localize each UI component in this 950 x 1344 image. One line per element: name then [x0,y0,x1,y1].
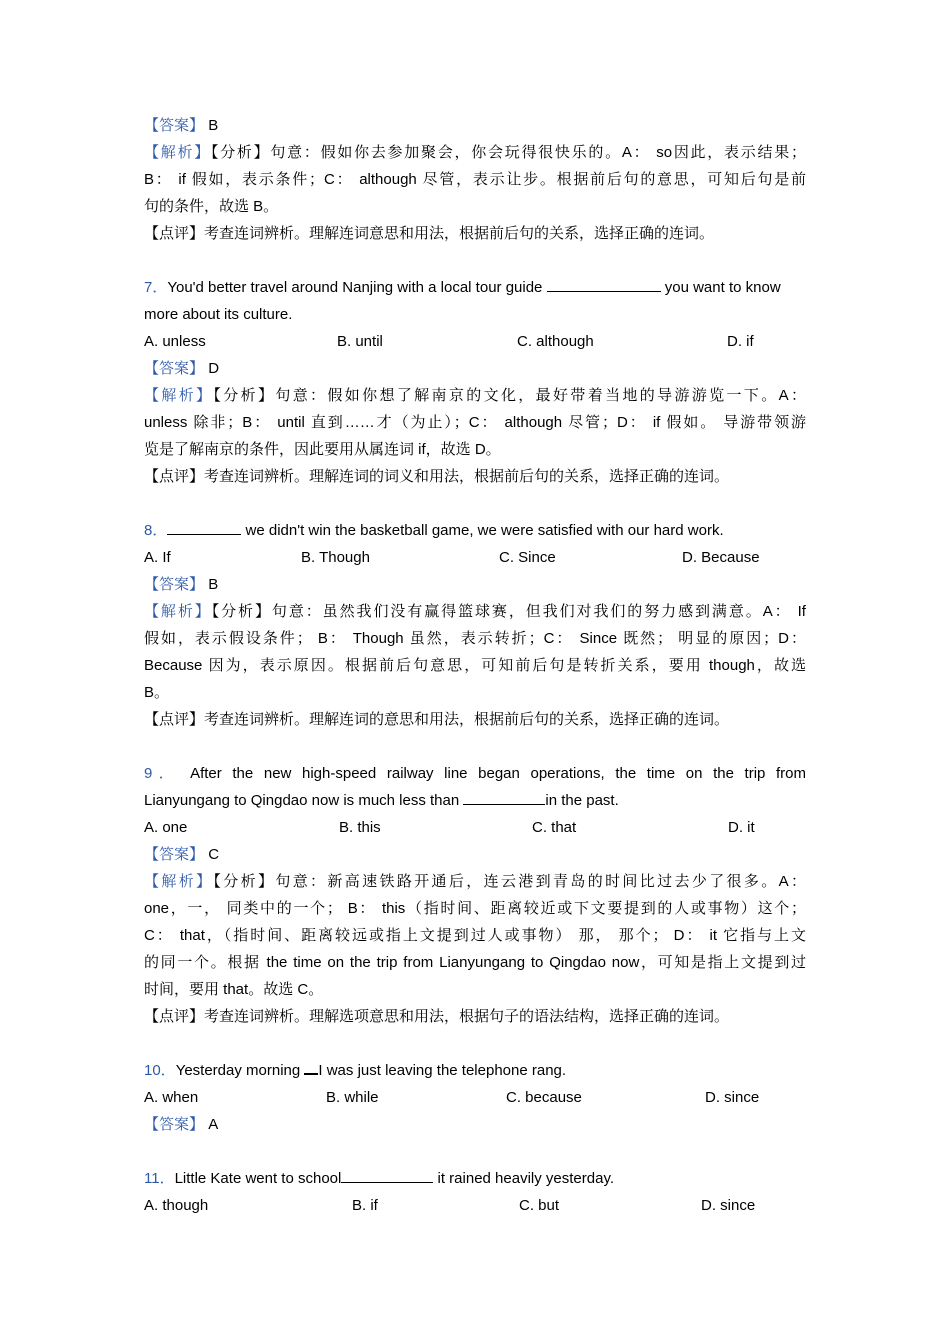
q7-stem-part3: more about its culture. [144,306,293,323]
q9-number: 9． [144,765,181,782]
dianping-tag: 【点评】 [144,1008,205,1025]
q7-blank [547,277,661,292]
q8-analysis-4: B。 [144,684,170,701]
q8-stem-line [144,517,806,544]
q8-analysis-line [144,625,806,652]
q7-comment: 考查连词辨析。理解连词的词义和用法，根据前后句的关系，选择正确的连词。 [204,468,730,485]
q9-stem-part3: in the past. [545,792,619,809]
jiexi-tag: 【解析】 [144,873,214,890]
q8-analysis-line [144,652,806,679]
q6-analysis-line [144,166,806,193]
q8-options [144,544,806,571]
q9-stem-line [144,787,806,814]
q6-answer: B [208,117,219,134]
q9-option-b: B. this [339,819,381,836]
q8-option-d: D. Because [682,549,760,566]
dianping-tag: 【点评】 [144,468,205,485]
q11-option-c: C. but [519,1197,560,1214]
q7-analysis-line [144,409,806,436]
q11-option-b: B. if [352,1197,378,1214]
fenxi-tag: 【分析】 [213,873,276,890]
q6-analysis-3: 句的条件，故选 B。 [144,198,279,215]
q8-analysis-line [144,679,806,706]
q9-analysis-3: C： that，（指时间、距离较远或指上文提到过人或事物） 那， 那个； D： it 它指与上文 [144,927,806,944]
jiexi-tag: 【解析】 [144,603,212,620]
q7-analysis-line [144,436,806,463]
q9-option-a: A. one [144,819,188,836]
q10-stem-part1: Yesterday morning [175,1062,301,1079]
fenxi-tag: 【分析】 [213,387,276,404]
q10-stem-part2: I was just leaving the telephone rang. [318,1062,567,1079]
q9-analysis-line [144,949,806,976]
q10-answer: A [208,1116,219,1133]
q6-comment: 考查连词辨析。理解连词意思和用法，根据前后句的关系，选择正确的连词。 [204,225,715,242]
document-page [144,112,806,1219]
answer-tag: 【答案】 [144,360,205,377]
q8-analysis-3: Because 因为，表示原因。根据前后句意思，可知前后句是转折关系，要用 though，故选 [144,657,806,674]
q6-comment-line [144,220,806,247]
q10-option-c: C. because [506,1089,582,1106]
q7-stem-line [144,301,806,328]
q7-analysis-2: unless 除非；B： until 直到……才（为止）；C： although 尽管；D： if 假如。 导游带领游 [144,414,806,431]
q9-blank [463,790,545,805]
q9-answer: C [208,846,220,863]
q9-analysis-line [144,868,806,895]
q10-number: 10． [144,1062,176,1079]
q10-option-d: D. since [705,1089,760,1106]
q11-stem-part1: Little Kate went to school [174,1170,342,1187]
q10-option-a: A. when [144,1089,199,1106]
q8-analysis-line [144,598,806,625]
q7-stem-part1: You'd better travel around Nanjing with a local tour guide [167,279,543,296]
q7-option-a: A. unless [144,333,206,350]
q9-analysis-1: 句意：新高速铁路开通后，连云港到青岛的时间比过去少了很多。A： [275,873,806,890]
jiexi-tag: 【解析】 [144,387,214,404]
q9-analysis-5: 时间，要用 that。故选 C。 [144,981,324,998]
q7-option-c: C. although [517,333,594,350]
q8-option-b: B. Though [301,549,370,566]
q9-answer-line [144,841,806,868]
q8-analysis-1: 句意：虽然我们没有赢得篮球赛，但我们对我们的努力感到满意。A： If [271,603,806,620]
dianping-tag: 【点评】 [144,225,205,242]
q9-stem-part1: After the new high-speed railway line began operations, the time on the trip from [190,765,807,782]
answer-tag: 【答案】 [144,576,205,593]
q10-stem-line [144,1057,806,1084]
q7-options [144,328,806,355]
q9-analysis-line [144,895,806,922]
q7-option-b: B. until [337,333,383,350]
q9-analysis-line [144,922,806,949]
fenxi-tag: 【分析】 [210,144,271,161]
q7-stem-line [144,274,806,301]
q8-number: 8． [144,522,168,539]
q9-option-d: D. it [728,819,755,836]
q7-option-d: D. if [727,333,754,350]
q8-answer: B [208,576,219,593]
q7-analysis-3: 览是了解南京的条件，因此要用从属连词 if，故选 D。 [144,441,501,458]
q9-analysis-2: one，一， 同类中的一个； B： this（指时间、距离较近或下文要提到的人或事物）这个； [144,900,806,917]
q11-option-a: A. though [144,1197,209,1214]
q8-comment: 考查连词辨析。理解连词的意思和用法，根据前后句的关系，选择正确的连词。 [204,711,730,728]
q9-option-c: C. that [532,819,577,836]
q11-options [144,1192,806,1219]
q9-options [144,814,806,841]
q10-options [144,1084,806,1111]
q10-option-b: B. while [326,1089,379,1106]
q9-stem-part2: Lianyungang to Qingdao now is much less than [144,792,460,809]
q7-comment-line [144,463,806,490]
q7-answer: D [208,360,220,377]
q6-analysis-2: B： if 假如，表示条件；C： although 尽管，表示让步。根据前后句的意思，可知后句是前 [144,171,806,188]
q11-number: 11． [144,1170,175,1187]
q9-analysis-line [144,976,806,1003]
q11-blank [341,1168,433,1183]
q10-blank [304,1059,318,1075]
q11-stem-part2: it rained heavily yesterday. [437,1170,614,1187]
q8-comment-line [144,706,806,733]
q8-option-a: A. If [144,549,171,566]
q7-number: 7． [144,279,168,296]
answer-tag: 【答案】 [144,846,205,863]
q7-analysis-1: 句意：假如你想了解南京的文化，最好带着当地的导游游览一下。A： [275,387,806,404]
fenxi-tag: 【分析】 [211,603,272,620]
q10-answer-line [144,1111,806,1138]
q6-analysis-line [144,139,806,166]
q6-analysis-1: 句意：假如你去参加聚会，你会玩得很快乐的。A： so因此，表示结果； [270,144,806,161]
answer-tag: 【答案】 [144,117,205,134]
dianping-tag: 【点评】 [144,711,205,728]
q9-comment: 考查连词辨析。理解选项意思和用法，根据句子的语法结构，选择正确的连词。 [204,1008,730,1025]
q7-stem-part2: you want to know [664,279,781,296]
q8-answer-line [144,571,806,598]
q8-option-c: C. Since [499,549,556,566]
q8-analysis-2: 假如，表示假设条件； B： Though 虽然，表示转折；C： Since 既然； 明显的原因；D： [144,630,806,647]
q6-answer-line [144,112,806,139]
q9-stem-line [144,760,806,787]
q9-comment-line [144,1003,806,1030]
q7-analysis-line [144,382,806,409]
q6-analysis-line [144,193,806,220]
q11-stem-line [144,1165,806,1192]
jiexi-tag: 【解析】 [144,144,211,161]
q9-analysis-4: 的同一个。根据 the time on the trip from Lianyungang to Qingdao now，可知是指上文提到过 [144,954,806,971]
q8-blank [167,520,241,535]
q11-option-d: D. since [701,1197,756,1214]
q7-answer-line [144,355,806,382]
q8-stem: we didn't win the basketball game, we were satisfied with our hard work. [245,522,724,539]
answer-tag: 【答案】 [144,1116,205,1133]
